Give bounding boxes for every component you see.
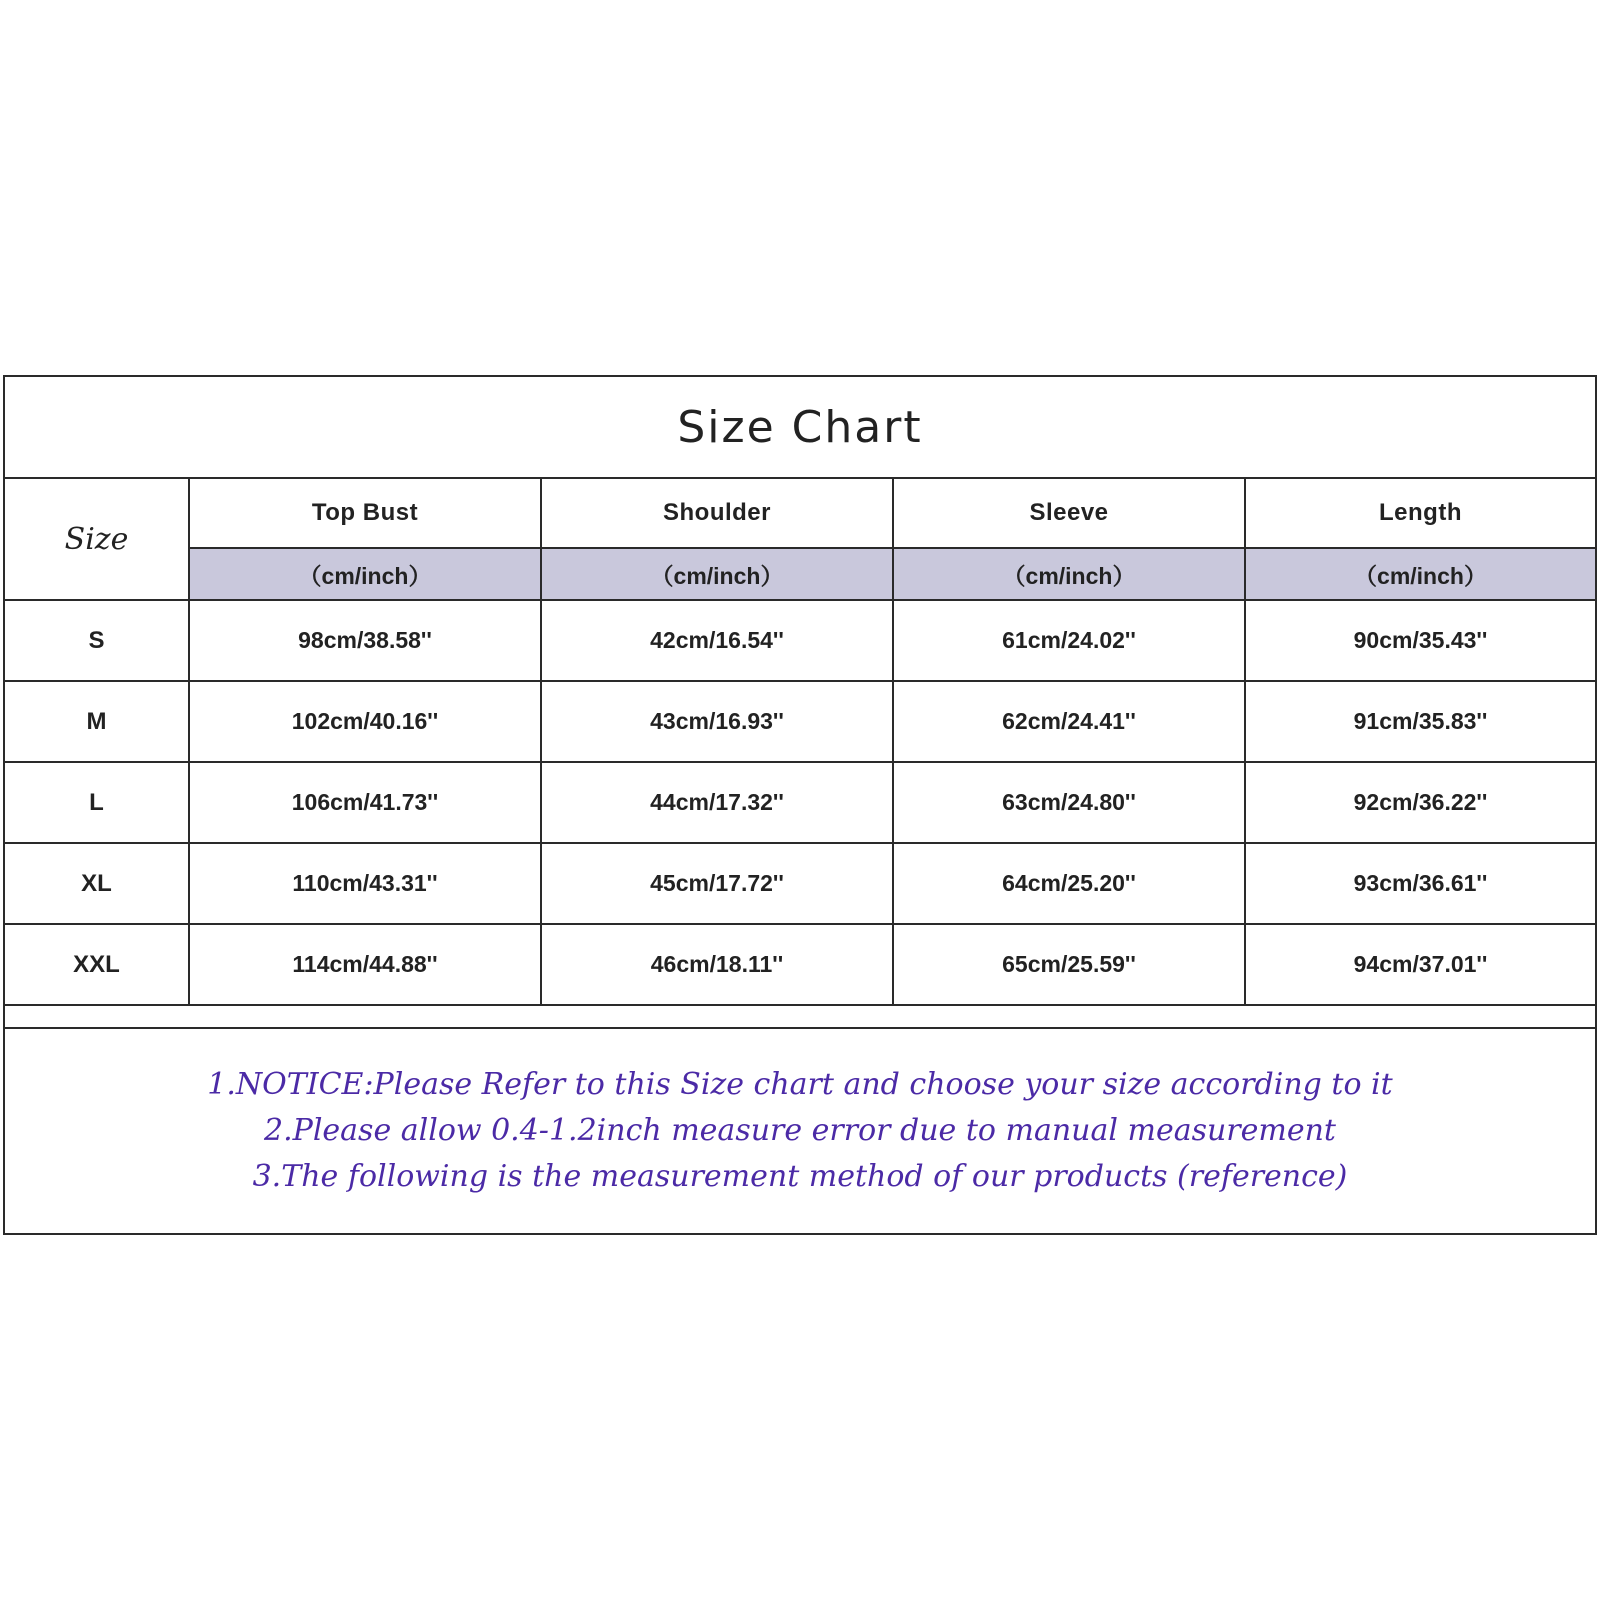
table-row [5,924,1595,1005]
table-cell: 46cm/18.11'' [541,924,893,1005]
table-cell: 106cm/41.73'' [189,762,541,843]
column-header-length: Length [1245,479,1595,548]
table-cell: 102cm/40.16'' [189,681,541,762]
table-cell: 90cm/35.43'' [1245,600,1595,681]
table-cell: 65cm/25.59'' [893,924,1245,1005]
size-label: XL [5,843,189,924]
table-cell: 93cm/36.61'' [1245,843,1595,924]
header-row [5,479,1595,548]
table-cell: 91cm/35.83'' [1245,681,1595,762]
table-cell: 63cm/24.80'' [893,762,1245,843]
chart-title: Size Chart [5,377,1595,479]
column-header-top-bust: Top Bust [189,479,541,548]
table-row [5,762,1595,843]
table-cell: 61cm/24.02'' [893,600,1245,681]
table-cell: 110cm/43.31'' [189,843,541,924]
note-line: 3.The following is the measurement method of our products (reference) [252,1159,1348,1194]
table-cell: 42cm/16.54'' [541,600,893,681]
note-line: 2.Please allow 0.4-1.2inch measure error due to manual measurement [264,1113,1336,1148]
size-label: L [5,762,189,843]
note-line: 1.NOTICE:Please Refer to this Size chart and choose your size according to it [207,1067,1393,1102]
table-cell: 44cm/17.32'' [541,762,893,843]
table-row [5,600,1595,681]
size-label: S [5,600,189,681]
size-label: M [5,681,189,762]
size-table [5,479,1595,1006]
table-cell: 92cm/36.22'' [1245,762,1595,843]
table-row [5,843,1595,924]
table-cell: 94cm/37.01'' [1245,924,1595,1005]
table-cell: 45cm/17.72'' [541,843,893,924]
table-cell: 43cm/16.93'' [541,681,893,762]
table-cell: 98cm/38.58'' [189,600,541,681]
size-chart [3,375,1597,1235]
size-label: XXL [5,924,189,1005]
table-row [5,681,1595,762]
table-cell: 64cm/25.20'' [893,843,1245,924]
unit-label: （cm/inch） [189,548,541,600]
unit-row [5,548,1595,600]
size-column-header: Size [5,479,189,600]
unit-label: （cm/inch） [1245,548,1595,600]
column-header-shoulder: Shoulder [541,479,893,548]
table-cell: 62cm/24.41'' [893,681,1245,762]
unit-label: （cm/inch） [893,548,1245,600]
notes-section [5,1027,1595,1233]
column-header-sleeve: Sleeve [893,479,1245,548]
unit-label: （cm/inch） [541,548,893,600]
table-cell: 114cm/44.88'' [189,924,541,1005]
